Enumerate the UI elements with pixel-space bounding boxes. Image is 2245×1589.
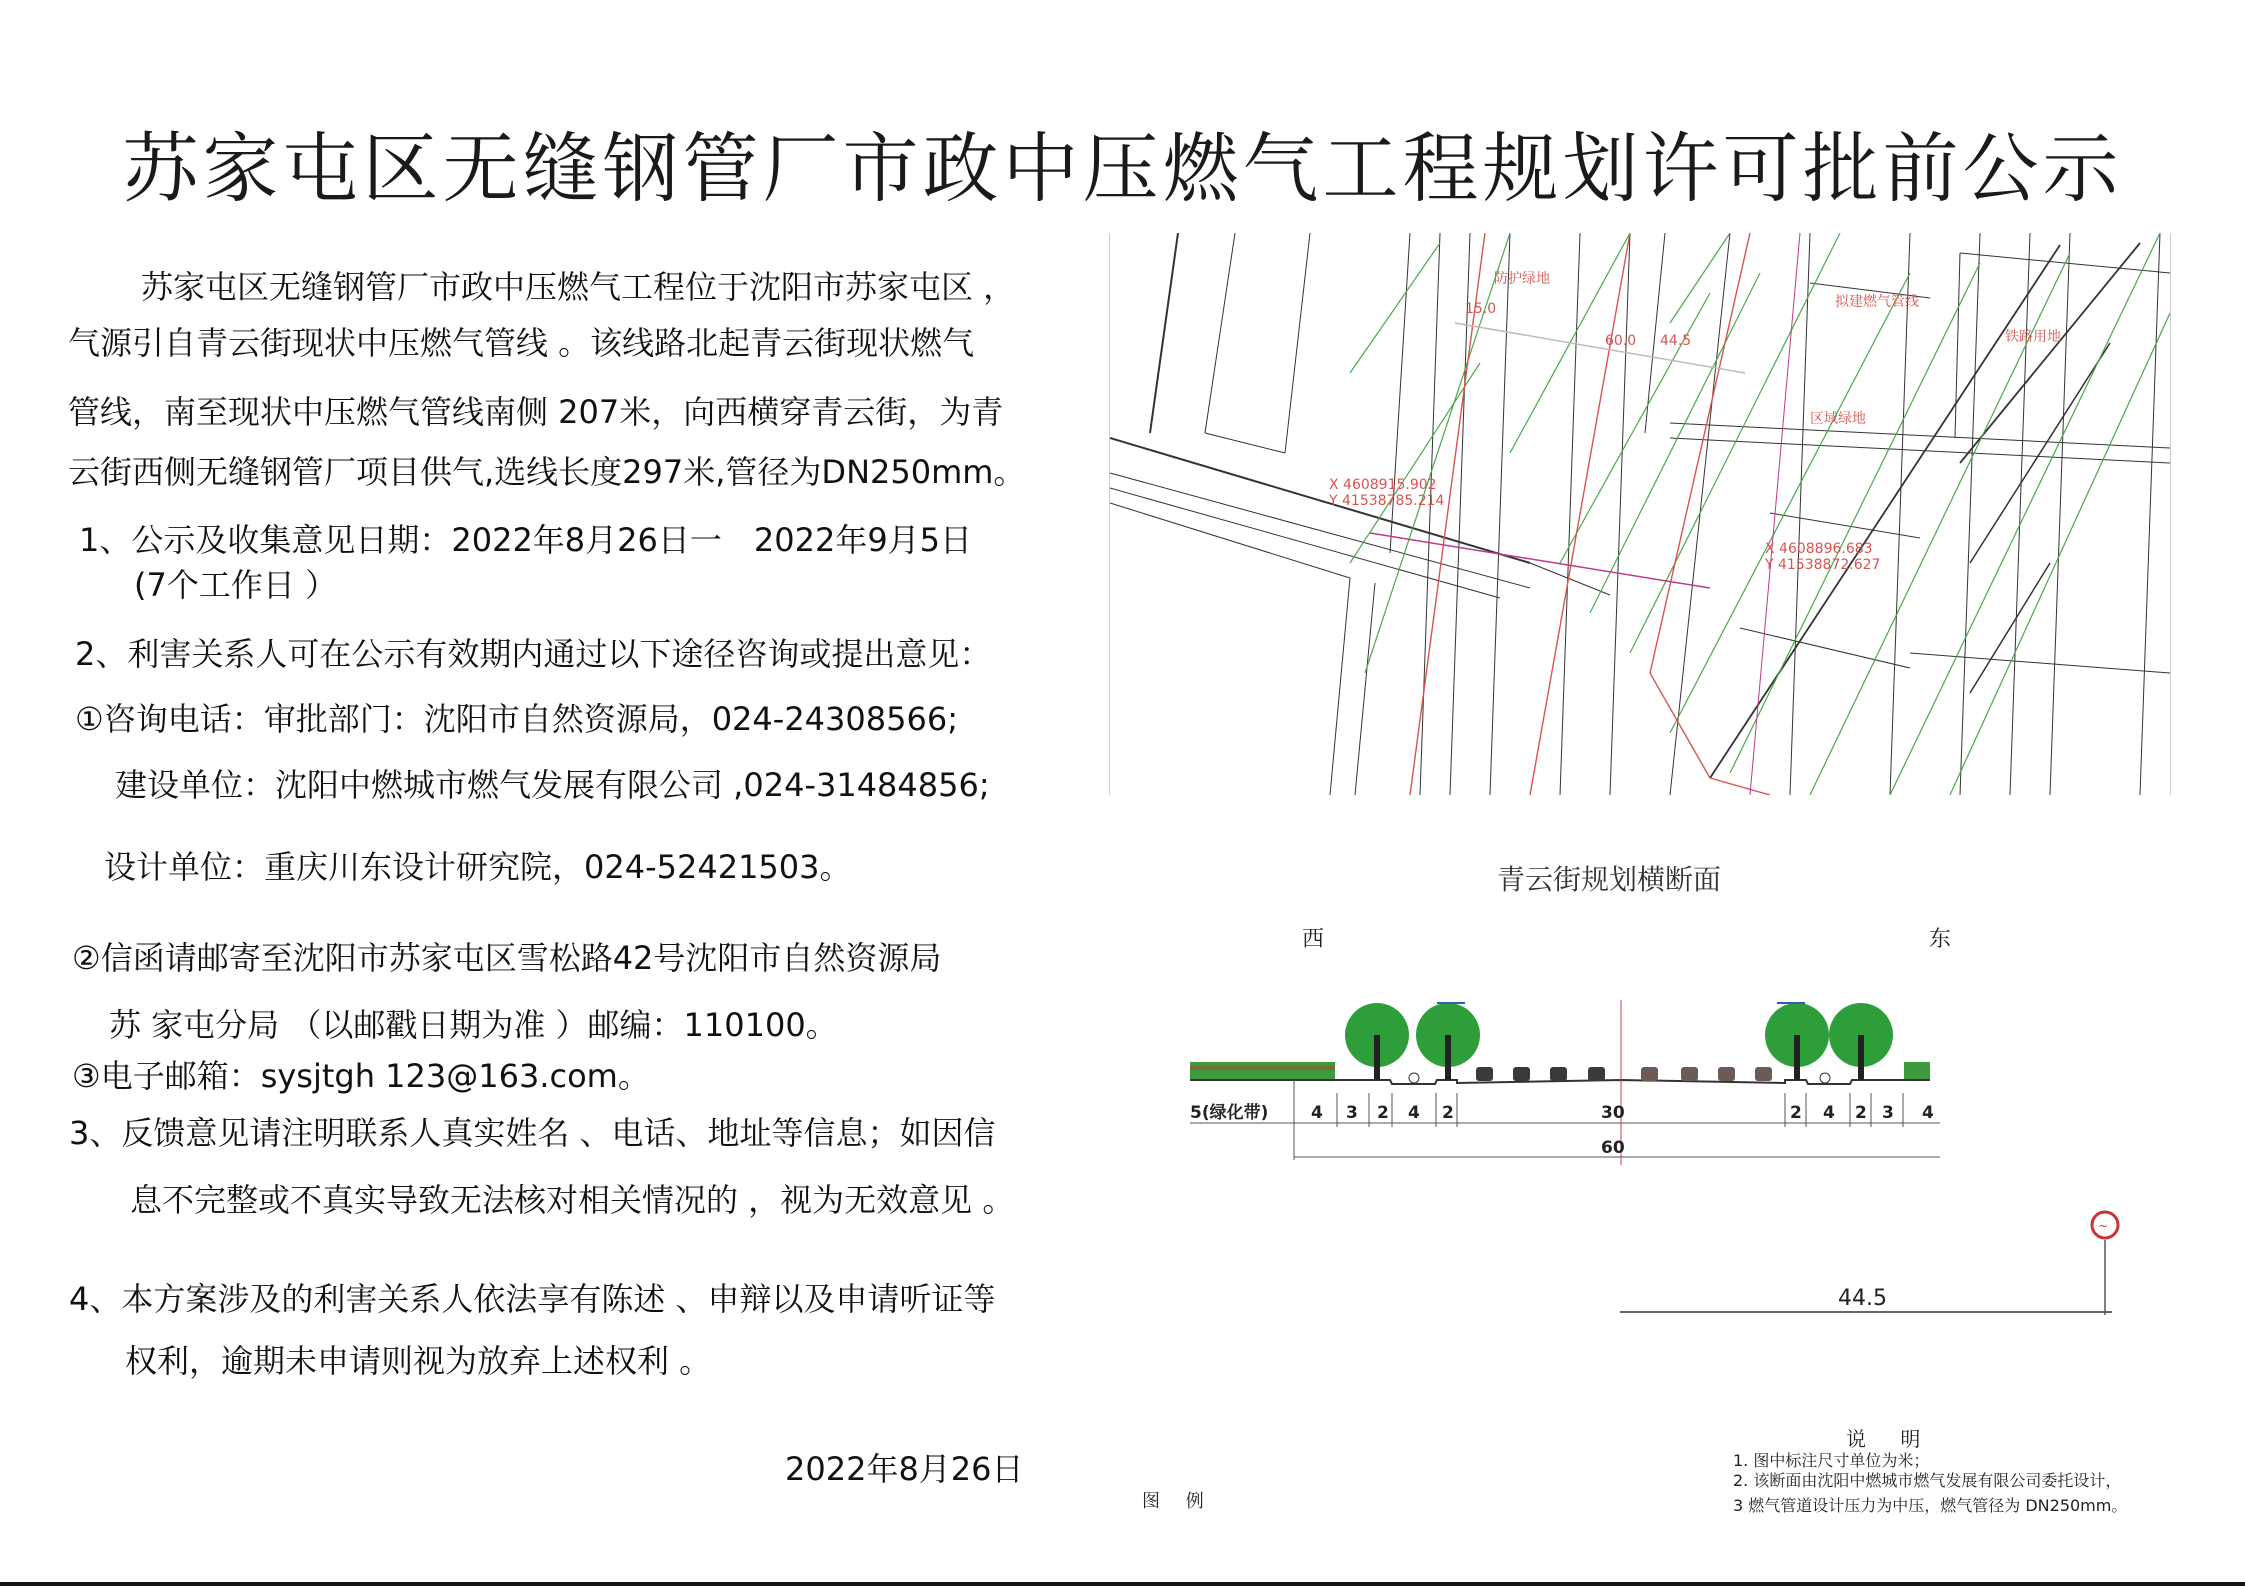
consult-email: ③电子邮箱：sysjtgh 123@163.com。 xyxy=(72,1057,650,1095)
proposed-pipe-line xyxy=(1370,533,1710,588)
car-icon xyxy=(1718,1067,1735,1081)
car-icon xyxy=(1641,1067,1658,1081)
site-plan-drawing xyxy=(1110,233,2170,795)
legend-label: 图 例 xyxy=(1142,1491,1214,1512)
consult-heading: 2、利害关系人可在公示有效期内通过以下途径咨询或提出意见： xyxy=(75,635,992,673)
car-icon xyxy=(1755,1067,1772,1081)
car-icon xyxy=(1550,1067,1567,1081)
body-line: 气源引自青云街现状中压燃气管线 。该线路北起青云街现状燃气 xyxy=(68,324,975,362)
note-item: 1. 图中标注尺寸单位为米； xyxy=(1733,1451,1930,1470)
tree xyxy=(1416,1003,1480,1080)
coord-y2: Y 41538872.627 xyxy=(1765,557,1881,573)
notice-period: 1、公示及收集意见日期：2022年8月26日一 2022年9月5日 xyxy=(79,521,973,559)
dim-label: 3 xyxy=(1882,1103,1894,1123)
note-item: 3 燃气管道设计压力为中压，燃气管径为 DN250mm。 xyxy=(1733,1496,2128,1515)
offset-label: 44.5 xyxy=(1838,1286,1887,1311)
coord-x1: X 4608915.902 xyxy=(1329,477,1437,493)
dim-label: 2 xyxy=(1377,1103,1389,1123)
consult-phone-designer: 设计单位：重庆川东设计研究院，024-52421503。 xyxy=(104,848,852,886)
map-green-hatch xyxy=(1350,233,2170,795)
bicycle-icon xyxy=(1409,1073,1419,1083)
offset-dimension xyxy=(1600,1195,2140,1325)
body-line: 苏家屯区无缝钢管厂市政中压燃气工程位于沈阳市苏家屯区 ， xyxy=(141,268,1016,306)
dim-label: 4 xyxy=(1922,1103,1934,1123)
label-width-445: 44.5 xyxy=(1660,333,1692,349)
consult-phone-builder: 建设单位：沈阳中燃城市燃气发展有限公司 ,024-31484856; xyxy=(115,766,990,804)
dim-label: 3 xyxy=(1346,1103,1358,1123)
consult-mail-cont: 苏 家屯分局 （以邮戳日期为准 ）邮编：110100。 xyxy=(109,1006,838,1044)
rights-note-cont: 权利，逾期未申请则视为放弃上述权利 。 xyxy=(125,1342,712,1380)
coord-y1: Y 41538785.214 xyxy=(1329,493,1445,509)
tree xyxy=(1765,1003,1829,1080)
label-width-15: 15.0 xyxy=(1465,301,1497,317)
label-green-buffer: 防护绿地 xyxy=(1494,271,1550,287)
car-icon xyxy=(1476,1067,1493,1081)
bottom-rule xyxy=(0,1582,2245,1586)
consult-phone-authority: ①咨询电话：审批部门：沈阳市自然资源局，024-24308566; xyxy=(75,700,958,738)
label-railway: 铁路用地 xyxy=(2005,329,2061,345)
street-trees xyxy=(1345,1003,1893,1080)
notes-heading: 说 明 xyxy=(1846,1427,1935,1451)
notice-date: 2022年8月26日 xyxy=(785,1450,1024,1488)
feedback-note: 3、反馈意见请注明联系人真实姓名 、电话、地址等信息；如因信 xyxy=(69,1114,996,1152)
total-width-label: 60 xyxy=(1601,1138,1625,1158)
page-title: 苏家屯区无缝钢管厂市政中压燃气工程规划许可批前公示 xyxy=(122,124,2123,213)
dim-label: 4 xyxy=(1408,1103,1420,1123)
dimension-labels xyxy=(1190,1102,1934,1158)
dim-label-center: 30 xyxy=(1601,1103,1625,1123)
hedge-left xyxy=(1190,1062,1335,1080)
rights-note: 4、本方案涉及的利害关系人依法享有陈述 、申辩以及申请听证等 xyxy=(69,1280,996,1318)
west-label: 西 xyxy=(1302,927,1325,952)
east-label: 东 xyxy=(1929,927,1952,952)
label-width-60: 60.0 xyxy=(1605,333,1637,349)
car-icon xyxy=(1513,1067,1530,1081)
note-item: 2. 该断面由沈阳中燃城市燃气发展有限公司委托设计， xyxy=(1733,1471,2122,1490)
car-icon xyxy=(1588,1067,1605,1081)
feedback-note-cont: 息不完整或不真实导致无法核对相关情况的 ，视为无效意见 。 xyxy=(130,1181,1015,1219)
dim-label: 2 xyxy=(1442,1103,1454,1123)
map-red-lines xyxy=(1410,233,1770,795)
dim-label: 4 xyxy=(1311,1103,1323,1123)
hedge-right xyxy=(1904,1062,1930,1080)
dim-label: 2 xyxy=(1855,1103,1867,1123)
dim-label: 4 xyxy=(1823,1103,1835,1123)
consult-mail: ②信函请邮寄至沈阳市苏家屯区雪松路42号沈阳市自然资源局 xyxy=(72,939,942,977)
notice-period-days: (7个工作日 ） xyxy=(134,566,338,604)
bicycle-icon xyxy=(1820,1073,1830,1083)
width-annotation-line xyxy=(1455,323,1745,373)
body-line: 云街西侧无缝钢管厂项目供气,选线长度297米,管径为DN250mm。 xyxy=(68,453,1026,491)
coord-x2: X 4608896.683 xyxy=(1765,541,1873,557)
label-proposed-pipe: 拟建燃气管线 xyxy=(1835,294,1919,310)
car-icon xyxy=(1681,1067,1698,1081)
site-plan-map xyxy=(1109,233,2171,795)
tree xyxy=(1829,1003,1893,1080)
green-band-label: 5(绿化带) xyxy=(1190,1103,1269,1123)
label-regional-green: 区域绿地 xyxy=(1810,411,1866,427)
section-title: 青云街规划横断面 xyxy=(1497,863,1722,896)
map-labels xyxy=(1328,270,2061,573)
cross-section-diagram xyxy=(1180,990,1940,1180)
dim-label: 2 xyxy=(1790,1103,1802,1123)
tree xyxy=(1345,1003,1409,1080)
svg-text:~: ~ xyxy=(2098,1219,2109,1233)
body-line: 管线，南至现状中压燃气管线南侧 207米，向西横穿青云街，为青 xyxy=(68,393,1004,431)
